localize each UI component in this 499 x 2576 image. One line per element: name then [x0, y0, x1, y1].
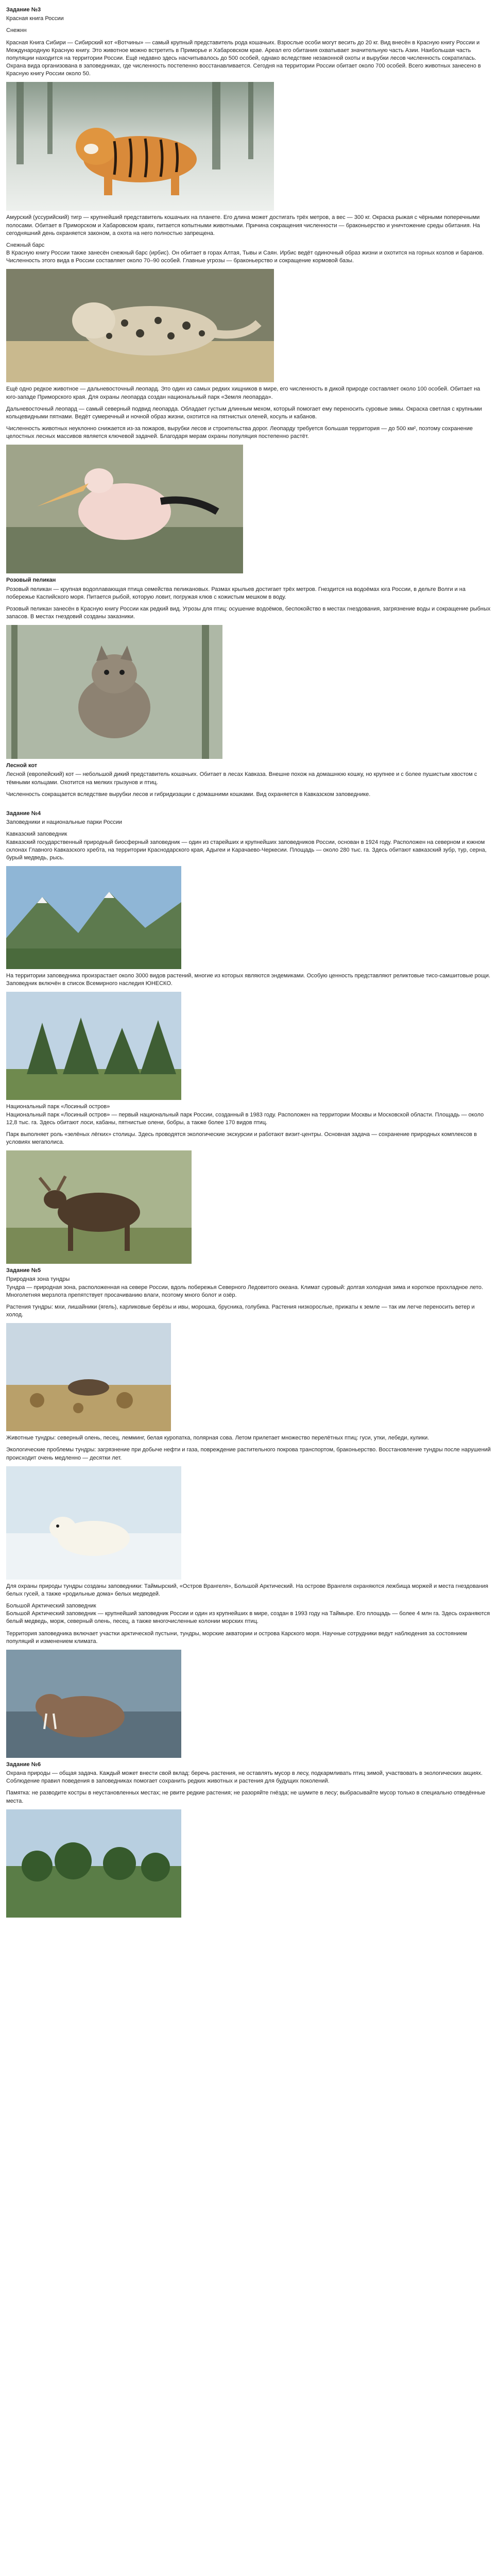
text-g: Численность сокращается вследствие вырубки лесов и гибридизации с домашними кошками. Вид охраняется в Кавказском заповеднике.: [6, 791, 371, 798]
text-d: Розовый пеликан — крупная водоплавающая птица семейства пеликановых. Размах крыльев достигает трёх метров. Гнездится на водоёмах юга России, в дельте Волги и на побережье Каспийского моря. Питается рыбой, которую ловит, погружая клюв с кожистым мешком в воду.: [6, 586, 466, 600]
task3-subtitle: Красная книга России: [6, 15, 64, 22]
caucasus-photo: [6, 866, 493, 969]
item2-name: Национальный парк «Лосиный остров»: [6, 1104, 110, 1110]
item1-name: Кавказский заповедник: [6, 831, 67, 838]
task4-subtitle: Заповедники и национальные парки России: [6, 819, 123, 826]
closing-extra: Памятка: не разводите костры в неустановленных местах; не рвите редкие растения; не разоряйте гнёзда; не шумите в лесу; выбрасывайте мусор только в специально отведённые места.: [6, 1790, 486, 1804]
tundra-animals: Животные тундры: северный олень, песец, лемминг, белая куропатка, полярная сова. Летом прилетает множество перелётных птиц: гуси, утки, лебеди, кулики.: [6, 1435, 429, 1442]
species-name: Снежный барс: [6, 242, 45, 248]
text-b: Дальневосточный леопард — самый северный подвид леопарда. Обладает густым длинным мехом, который помогает ему переносить суровые зимы. Окраска светлая с крупными кольцевидными пятнами. Ведёт сумеречный и ночной образ жизни, охотится на пятнистых оленей, косуль и кабанов.: [6, 405, 482, 420]
wildcat-photo: [6, 625, 493, 759]
pelican-photo: [6, 445, 493, 573]
animals-label: Снежнн: [6, 27, 27, 34]
item1-text: Кавказский государственный природный биосферный заповедник — один из старейших и крупнейших заповедников России, основан в 1924 году. Расположен на северном и южном склонах Главного Кавказского хребта, на территории Краснодарского края, Адыгеи и Карачаево-Черкесии. Площадь — около 280 тыс. га. Здесь обитают кавказский зубр, тур, серна, бурый медведь, рысь.: [6, 839, 487, 861]
snow-leopard-photo: [6, 269, 493, 382]
walrus-photo: [6, 1650, 493, 1758]
heading-b: Розовый пеликан: [6, 577, 56, 584]
tiger-photo: [6, 82, 493, 211]
tundra-plants: Растения тундры: мхи, лишайники (ягель), карликовые берёзы и ивы, морошка, брусника, голубика. Растения низкорослые, прижаты к земле — так им легче переносить ветер и холод.: [6, 1303, 475, 1318]
arctic-text: Большой Арктический заповедник — крупнейший заповедник России и один из крупнейших в мире, создан в 1993 году на Таймыре. Его площадь — более 4 млн га. Здесь охраняются белый медведь, морж, северный олень, песец, а также многочисленные колонии морских птиц.: [6, 1611, 490, 1625]
item2-text: Национальный парк «Лосиный остров» — первый национальный парк России, созданный в 1983 году. Расположен на территории Москвы и Московской области. Площадь — около 12,8 тыс. га. Здесь обитают лоси, кабаны, пятнистые олени, бобры, а также более 170 видов птиц.: [6, 1111, 484, 1126]
task3-intro: Красная Книга Сибири — Сибирский кот «Вотчины» — самый крупный представитель рода кошачьих. Взрослые особи могут весить до 20 кг. Вид внесён в Красную книгу России и Международную Красную книгу. Это животное можно встретить в Приморье и Хабаровском крае. Ареал его обитания охватывает значительную часть Азии. Наибольшая часть популяции находится на территории России. Ещё недавно здесь насчитывалось до 500 особей, однако вследствие незаконной охоты и вырубки лесов численность сократилась. Охрана вида организована в заповедниках, где численность постепенно восстанавливается. Сегодня на территории России обитает около 700 особей. Всего животных занесено в Красную книгу России около 50.: [6, 39, 481, 77]
text-a: Ещё одно редкое животное — дальневосточный леопард. Это один из самых редких хищников в мире, его численность в дикой природе составляет около 100 особей. Обитает на юго-западе Приморского края. Для охраны леопарда создан национальный парк «Земля леопарда».: [6, 386, 480, 400]
item2-extra: Парк выполняет роль «зелёных лёгких» столицы. Здесь проводятся экологические экскурсии и работают визит-центры. Основная задача — сохранение природных комплексов в условиях мегаполиса.: [6, 1131, 477, 1146]
species-info: В Красную книгу России также занесён снежный барс (ирбис). Он обитает в горах Алтая, Тывы и Саян. Ирбис ведёт одиночный образ жизни и охотится на горных козлов и баранов. Численность этого вида в России составляет около 70–90 особей. Главные угрозы — браконьерство и сокращение кормовой базы.: [6, 250, 484, 264]
arctic-name: Большой Арктический заповедник: [6, 1603, 96, 1609]
item1-extra: На территории заповедника произрастает около 3000 видов растений, многие из которых являются эндемиками. Особую ценность представляют реликтовые тисо-самшитовые рощи. Заповедник включён в список Всемирного наследия ЮНЕСКО.: [6, 973, 491, 987]
text-c: Численность животных неуклонно снижается из-за пожаров, вырубки лесов и строительства дорог. Леопарду требуется большая территория — до 500 км², поэтому сохранение целостных лесных массивов является ключевой задачей. Благодаря мерам охраны популяция постепенно растёт.: [6, 426, 473, 440]
closing-title: Задание №6: [6, 1761, 41, 1768]
arctic-extra: Территория заповедника включает участки арктической пустыни, тундры, морские акватории и острова Карского моря. Научные сотрудники ведут наблюдения за состоянием популяций и изменением климата.: [6, 1630, 467, 1645]
task5-subtitle: Природная зона тундры: [6, 1276, 70, 1283]
arctic-photo: [6, 1466, 493, 1580]
task5-title: Задание №5: [6, 1267, 41, 1274]
text-e: Розовый пеликан занесён в Красную книгу России как редкий вид. Угрозы для птиц: осушение водоёмов, беспокойство в местах гнездования, загрязнение воды и сокращение рыбных запасов. В местах гнездовий созданы заказники.: [6, 605, 491, 620]
nature-photo: [6, 1809, 493, 1918]
task4-title: Задание №4: [6, 810, 41, 817]
tundra-protection: Для охраны природы тундры созданы заповедники: Таймырский, «Остров Врангеля», Большой Арктический. На острове Врангеля охраняются лежбища моржей и места гнездования белых гусей, а также «родильные дома» белых медведей.: [6, 1583, 488, 1597]
animal-info: Амурский (уссурийский) тигр — крупнейший представитель кошачьих на планете. Его длина может достигать трёх метров, а вес — 300 кг. Окраска рыжая с чёрными поперечными полосами. Обитает в Приморском и Хабаровском краях, питается копытными животными. Причина сокращения численности — браконьерство и уничтожение среды обитания. На сегодняшний день охраняется законом, а охота на него полностью запрещена.: [6, 214, 480, 236]
elk-photo: [6, 1150, 493, 1264]
heading-c: Лесной кот: [6, 762, 38, 769]
tundra-photo: [6, 1323, 493, 1431]
forest-photo: [6, 992, 493, 1100]
closing-text: Охрана природы — общая задача. Каждый может внести свой вклад: беречь растения, не оставлять мусор в лесу, подкармливать птиц зимой, участвовать в экологических акциях. Соблюдение правил поведения в заповедниках помогает сохранить редких животных и растения для будущих поколений.: [6, 1770, 483, 1785]
tundra-text: Тундра — природная зона, расположенная на севере России, вдоль побережья Северного Ледовитого океана. Климат суровый: долгая холодная зима и короткое прохладное лето. Многолетняя мерзлота препятствует просачиванию влаги, поэтому много болот и озёр.: [6, 1284, 484, 1298]
tundra-problems: Экологические проблемы тундры: загрязнение при добыче нефти и газа, повреждение растительного покрова транспортом, браконьерство. Восстановление тундры после нарушений происходит очень медленно — десятки лет.: [6, 1447, 491, 1461]
text-f: Лесной (европейский) кот — небольшой дикий представитель кошачьих. Обитает в лесах Кавказа. Внешне похож на домашнюю кошку, но крупнее и с более пушистым хвостом с тёмными кольцами. Охотится на мелких грызунов и птиц.: [6, 771, 477, 786]
task3-title: Задание №3: [6, 7, 41, 13]
